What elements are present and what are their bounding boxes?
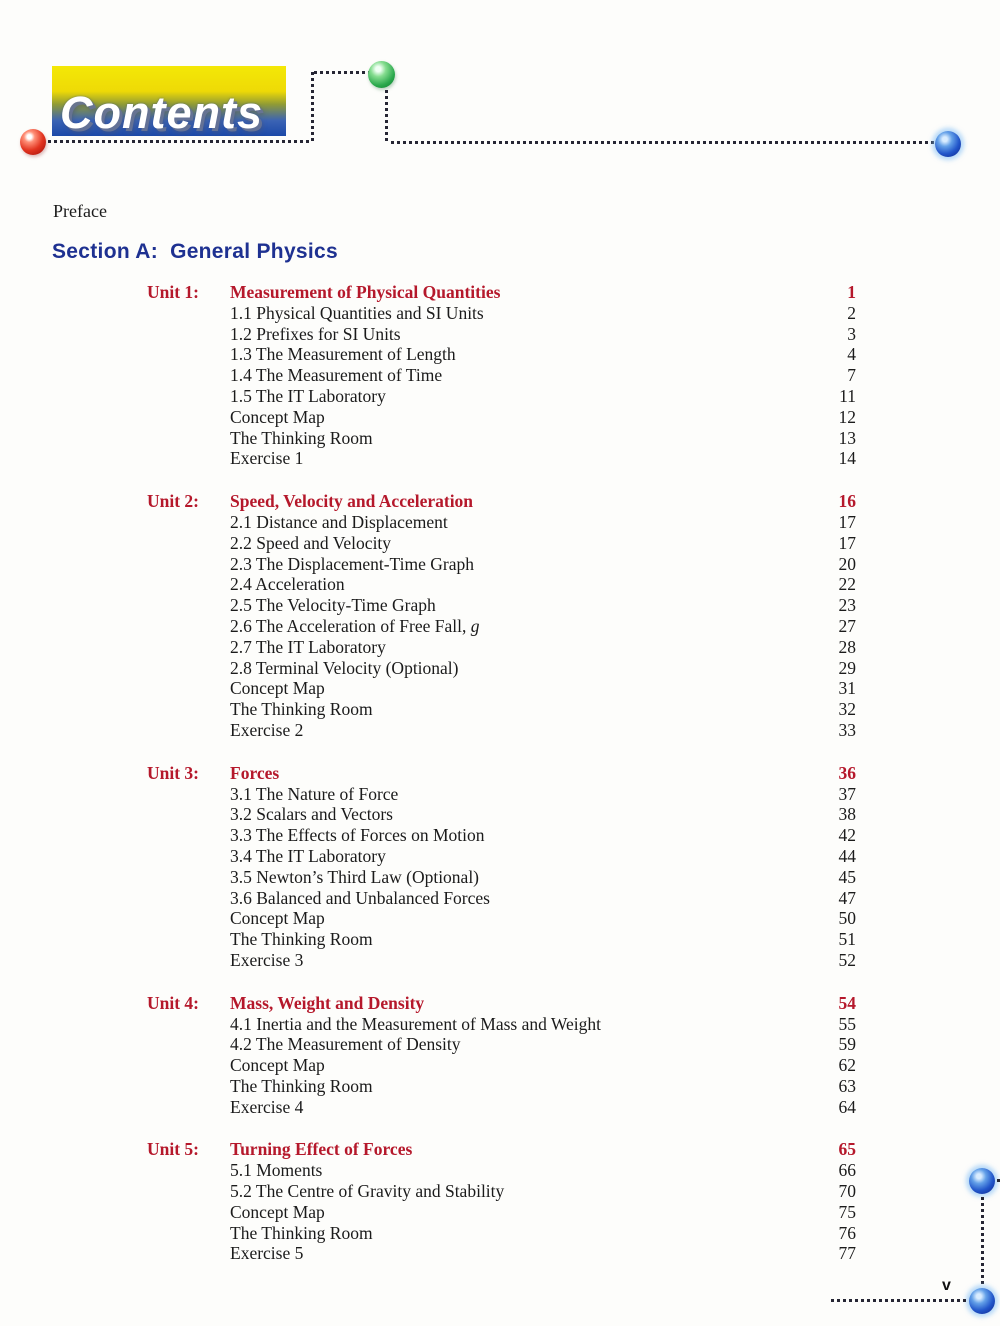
- toc-item-page-number: 70: [838, 1181, 856, 1202]
- toc-item-row: [147, 533, 856, 554]
- toc-item-gutter: [147, 303, 230, 324]
- toc-item-gutter: [147, 784, 230, 805]
- toc-item-page-number: 31: [838, 678, 856, 699]
- toc-item-gutter: [147, 1097, 230, 1118]
- toc-item-row: [147, 595, 856, 616]
- section-label: Section A:: [52, 240, 159, 263]
- toc-item-gutter: [147, 386, 230, 407]
- folio-page-number: v: [942, 1277, 951, 1294]
- toc-item-row: [147, 908, 856, 929]
- toc-item-gutter: [147, 1243, 230, 1264]
- toc-item-title: 5.1 Moments: [230, 1160, 323, 1181]
- toc-item-title: 2.3 The Displacement-Time Graph: [230, 553, 474, 574]
- toc-item-page-number: 12: [838, 406, 856, 427]
- unit-page-number: 54: [838, 992, 856, 1013]
- toc-item-title: The Thinking Room: [230, 929, 373, 950]
- toc-item-row: [147, 1034, 856, 1055]
- toc-item-gutter: [147, 678, 230, 699]
- toc-item-page-number: 62: [838, 1055, 856, 1076]
- toc-item-row: [147, 1076, 856, 1097]
- toc-item-row: [147, 804, 856, 825]
- toc-item-title: 2.7 The IT Laboratory: [230, 636, 386, 657]
- toc-item-italic-symbol: g: [470, 615, 480, 636]
- toc-item-title: 3.6 Balanced and Unbalanced Forces: [230, 887, 490, 908]
- toc-item-title: 3.3 The Effects of Forces on Motion: [230, 825, 485, 846]
- toc-item-page-number: 59: [838, 1034, 856, 1055]
- toc-item-row: [147, 1223, 856, 1244]
- unit-block: [147, 993, 856, 1118]
- unit-label: Unit 1:: [147, 282, 200, 302]
- toc-item-row: [147, 407, 856, 428]
- toc-item-title: 4.1 Inertia and the Measurement of Mass and Weight: [230, 1013, 602, 1034]
- unit-block: [147, 1139, 856, 1264]
- toc-item-row: [147, 929, 856, 950]
- toc-item-row: [147, 1181, 856, 1202]
- dotted-line-bottom-right: [831, 1299, 969, 1302]
- red-ball-decoration: [20, 129, 46, 155]
- toc-item-page-number: 17: [838, 511, 856, 532]
- toc-item-page-number: 38: [838, 804, 856, 825]
- toc-item-row: [147, 867, 856, 888]
- toc-item-page-number: 22: [838, 574, 856, 595]
- unit-page-number: 1: [847, 282, 856, 302]
- toc-item-gutter: [147, 908, 230, 929]
- toc-item-gutter: [147, 344, 230, 365]
- toc-item-title: 1.3 The Measurement of Length: [230, 344, 456, 365]
- toc-item-page-number: 13: [838, 427, 856, 448]
- toc-item-gutter: [147, 1223, 230, 1244]
- toc-item-page-number: 52: [838, 949, 856, 970]
- toc-item-gutter: [147, 1055, 230, 1076]
- toc: [147, 282, 856, 1286]
- unit-page-number: 16: [838, 491, 856, 512]
- toc-item-row: [147, 428, 856, 449]
- toc-item-page-number: 17: [838, 532, 856, 553]
- toc-item-title: Exercise 4: [230, 1096, 304, 1117]
- unit-title-row: [147, 1139, 856, 1160]
- green-ball-decoration: [368, 61, 395, 88]
- toc-item-row: [147, 1243, 856, 1264]
- toc-item-row: [147, 637, 856, 658]
- toc-item-title: 3.5 Newton’s Third Law (Optional): [230, 866, 480, 887]
- toc-item-title: 5.2 The Centre of Gravity and Stability: [230, 1181, 505, 1202]
- unit-block: [147, 491, 856, 741]
- toc-item-page-number: 76: [838, 1222, 856, 1243]
- toc-item-page-number: 45: [838, 866, 856, 887]
- unit-title-row: [147, 763, 856, 784]
- dotted-line-vertical-1: [311, 72, 314, 142]
- unit-label: Unit 4:: [147, 992, 200, 1013]
- toc-item-page-number: 23: [838, 595, 856, 616]
- toc-item-gutter: [147, 825, 230, 846]
- toc-item-row: [147, 658, 856, 679]
- unit-title: Mass, Weight and Density: [230, 992, 425, 1013]
- toc-item-title: 1.2 Prefixes for SI Units: [230, 323, 401, 344]
- toc-item-row: [147, 699, 856, 720]
- toc-item-row: [147, 386, 856, 407]
- toc-item-gutter: [147, 448, 230, 469]
- toc-item-title: 2.6 The Acceleration of Free Fall, g: [230, 615, 480, 636]
- dotted-line-vertical-bottom: [981, 1197, 984, 1287]
- unit-title: Turning Effect of Forces: [230, 1139, 413, 1160]
- unit-title: Forces: [230, 762, 280, 783]
- toc-item-gutter: [147, 637, 230, 658]
- unit-label: Unit 3:: [147, 762, 200, 783]
- blue-ball-decoration-top: [935, 131, 961, 157]
- toc-item-page-number: 27: [838, 615, 856, 636]
- toc-item-row: [147, 512, 856, 533]
- toc-item-gutter: [147, 324, 230, 345]
- unit-label: Unit 2:: [147, 491, 200, 512]
- unit-title: Measurement of Physical Quantities: [230, 282, 501, 302]
- toc-item-page-number: 28: [838, 636, 856, 657]
- toc-item-page-number: 20: [838, 553, 856, 574]
- dotted-line-vertical-2: [385, 90, 388, 143]
- toc-item-gutter: [147, 574, 230, 595]
- toc-item-page-number: 47: [838, 887, 856, 908]
- toc-item-title: 4.2 The Measurement of Density: [230, 1034, 461, 1055]
- toc-item-page-number: 77: [838, 1243, 856, 1264]
- toc-item-title: 3.4 The IT Laboratory: [230, 845, 386, 866]
- toc-item-title: 2.8 Terminal Velocity (Optional): [230, 657, 459, 678]
- dotted-line-top: [314, 71, 369, 74]
- toc-item-page-number: 66: [838, 1160, 856, 1181]
- toc-item-page-number: 50: [838, 908, 856, 929]
- toc-item-title: The Thinking Room: [230, 1222, 373, 1243]
- blue-ball-decoration-mid: [969, 1168, 995, 1194]
- toc-item-row: [147, 825, 856, 846]
- section-title: General Physics: [170, 240, 338, 263]
- toc-item-row: [147, 846, 856, 867]
- unit-title-row: [147, 993, 856, 1014]
- toc-item-row: [147, 1097, 856, 1118]
- unit-page-number: 36: [838, 762, 856, 783]
- toc-item-page-number: 4: [847, 344, 856, 365]
- toc-item-title: 1.1 Physical Quantities and SI Units: [230, 302, 484, 323]
- toc-item-gutter: [147, 428, 230, 449]
- unit-label: Unit 5:: [147, 1139, 200, 1160]
- unit-block: [147, 282, 856, 469]
- toc-item-title: Concept Map: [230, 678, 325, 699]
- toc-item-page-number: 42: [838, 825, 856, 846]
- toc-item-page-number: 64: [838, 1096, 856, 1117]
- dotted-line-bottom-left: [48, 140, 311, 143]
- toc-item-gutter: [147, 554, 230, 575]
- toc-item-gutter: [147, 888, 230, 909]
- unit-page-number: 65: [838, 1139, 856, 1160]
- toc-item-title: 2.2 Speed and Velocity: [230, 532, 392, 553]
- toc-item-gutter: [147, 595, 230, 616]
- toc-item-title: Concept Map: [230, 1201, 325, 1222]
- toc-item-page-number: 32: [838, 699, 856, 720]
- toc-item-gutter: [147, 365, 230, 386]
- toc-item-page-number: 44: [838, 845, 856, 866]
- toc-item-page-number: 14: [838, 448, 856, 469]
- toc-item-page-number: 51: [838, 929, 856, 950]
- toc-item-title: 1.5 The IT Laboratory: [230, 385, 386, 406]
- toc-item-row: [147, 324, 856, 345]
- toc-item-row: [147, 303, 856, 324]
- unit-title-row: [147, 282, 856, 303]
- toc-item-page-number: 37: [838, 783, 856, 804]
- page-title: Contents: [60, 87, 263, 138]
- toc-item-row: [147, 784, 856, 805]
- preface-entry: Preface: [53, 201, 107, 221]
- toc-item-page-number: 7: [847, 365, 856, 386]
- unit-title: Speed, Velocity and Acceleration: [230, 491, 474, 512]
- toc-item-title: 2.4 Acceleration: [230, 574, 345, 595]
- toc-item-row: [147, 448, 856, 469]
- toc-item-page-number: 55: [838, 1013, 856, 1034]
- dotted-line-right: [391, 141, 934, 144]
- toc-item-gutter: [147, 699, 230, 720]
- toc-item-gutter: [147, 804, 230, 825]
- toc-item-row: [147, 720, 856, 741]
- toc-item-row: [147, 1202, 856, 1223]
- toc-item-gutter: [147, 1160, 230, 1181]
- toc-item-title: 2.1 Distance and Displacement: [230, 511, 448, 532]
- toc-item-title: Concept Map: [230, 406, 325, 427]
- toc-item-title: The Thinking Room: [230, 699, 373, 720]
- toc-item-page-number: 75: [838, 1201, 856, 1222]
- toc-item-gutter: [147, 616, 230, 637]
- toc-item-title: The Thinking Room: [230, 427, 373, 448]
- toc-item-title: Concept Map: [230, 1055, 325, 1076]
- toc-item-page-number: 3: [847, 323, 856, 344]
- toc-item-row: [147, 554, 856, 575]
- toc-item-row: [147, 574, 856, 595]
- toc-item-row: [147, 678, 856, 699]
- toc-item-gutter: [147, 1202, 230, 1223]
- toc-item-row: [147, 1160, 856, 1181]
- toc-item-gutter: [147, 846, 230, 867]
- toc-item-gutter: [147, 867, 230, 888]
- toc-item-title: 3.1 The Nature of Force: [230, 783, 399, 804]
- toc-item-gutter: [147, 929, 230, 950]
- toc-item-row: [147, 1014, 856, 1035]
- toc-item-gutter: [147, 1034, 230, 1055]
- toc-item-title: Exercise 5: [230, 1243, 304, 1264]
- toc-item-title: Concept Map: [230, 908, 325, 929]
- toc-item-gutter: [147, 950, 230, 971]
- toc-item-row: [147, 344, 856, 365]
- toc-item-row: [147, 365, 856, 386]
- toc-item-title: 2.5 The Velocity-Time Graph: [230, 595, 436, 616]
- toc-item-title: Exercise 3: [230, 949, 304, 970]
- toc-item-page-number: 63: [838, 1075, 856, 1096]
- unit-title-row: [147, 491, 856, 512]
- toc-item-title: The Thinking Room: [230, 1075, 373, 1096]
- toc-item-page-number: 2: [847, 302, 856, 323]
- toc-item-gutter: [147, 1014, 230, 1035]
- blue-ball-decoration-bottom: [969, 1288, 995, 1314]
- section-heading: [52, 240, 338, 264]
- toc-item-row: [147, 616, 856, 637]
- toc-item-page-number: 29: [838, 657, 856, 678]
- toc-item-page-number: 11: [839, 385, 856, 406]
- toc-item-gutter: [147, 1076, 230, 1097]
- toc-item-gutter: [147, 512, 230, 533]
- toc-item-gutter: [147, 720, 230, 741]
- toc-item-gutter: [147, 658, 230, 679]
- toc-item-page-number: 33: [838, 719, 856, 740]
- toc-item-gutter: [147, 1181, 230, 1202]
- toc-item-title: Exercise 1: [230, 448, 304, 469]
- toc-item-title: 1.4 The Measurement of Time: [230, 365, 443, 386]
- toc-item-row: [147, 888, 856, 909]
- toc-item-row: [147, 950, 856, 971]
- toc-item-title: 3.2 Scalars and Vectors: [230, 804, 393, 825]
- toc-item-title: Exercise 2: [230, 719, 304, 740]
- toc-item-row: [147, 1055, 856, 1076]
- contents-banner: [52, 66, 286, 136]
- unit-block: [147, 763, 856, 971]
- toc-item-gutter: [147, 533, 230, 554]
- toc-item-gutter: [147, 407, 230, 428]
